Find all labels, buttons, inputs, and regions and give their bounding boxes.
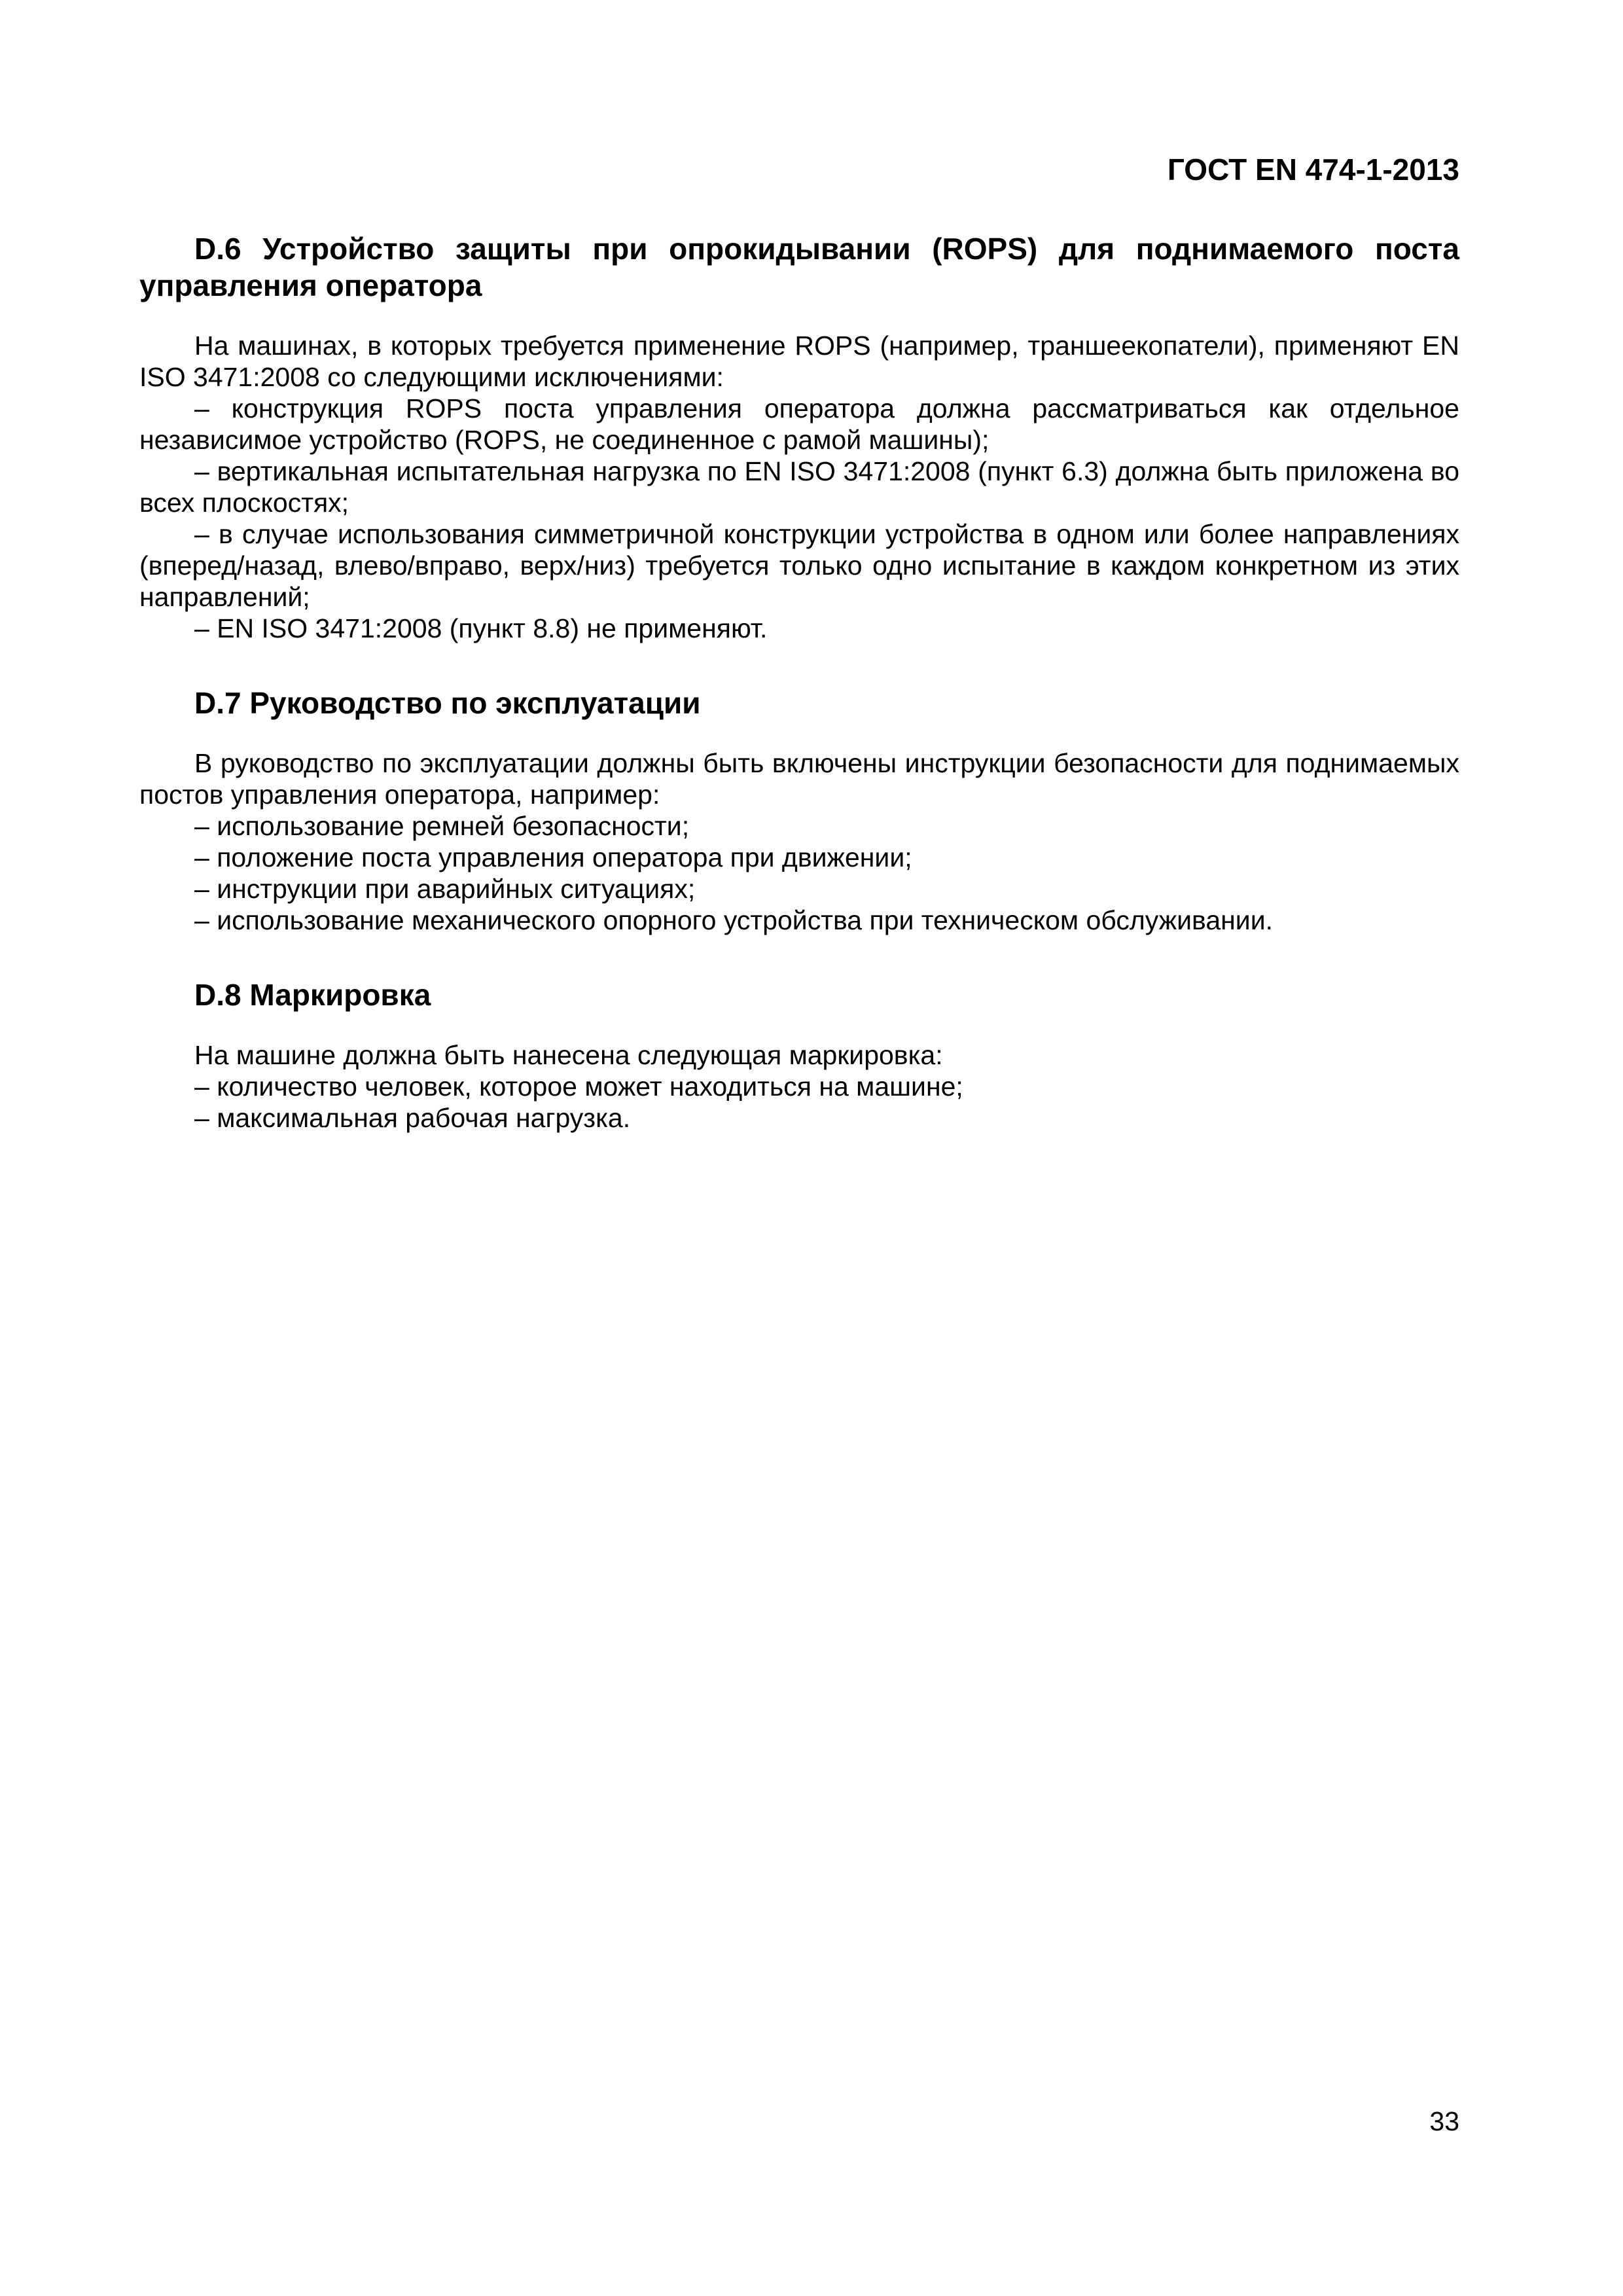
document-code: ГОСТ EN 474-1-2013 xyxy=(1167,152,1459,187)
list-item: – EN ISO 3471:2008 (пункт 8.8) не применяют. xyxy=(194,613,768,643)
section-intro-d6: На машинах, в которых требуется применение ROPS (например, траншеекопатели), применяют EN ISO 3471:2008 со следующими исключениями: xyxy=(139,331,1459,392)
list-item: – положение поста управления оператора при движении; xyxy=(194,842,912,872)
list-item: – использование ремней безопасности; xyxy=(194,811,690,841)
section-d8 xyxy=(139,977,1459,1134)
list-item: – конструкция ROPS поста управления оператора должна рассматриваться как отдельное независимое устройство (ROPS, не соединенное с рамой машины); xyxy=(139,393,1459,455)
section-heading-d8: D.8 Маркировка xyxy=(194,978,431,1012)
section-heading-d6: D.6 Устройство защиты при опрокидывании (ROPS) для поднимаемого поста управления оператора xyxy=(139,232,1459,302)
list-item: – максимальная рабочая нагрузка. xyxy=(194,1103,631,1133)
section-d6 xyxy=(139,230,1459,644)
section-heading-d7: D.7 Руководство по эксплуатации xyxy=(194,686,701,720)
page-number: 33 xyxy=(1429,2106,1459,2136)
list-item: – вертикальная испытательная нагрузка по EN ISO 3471:2008 (пункт 6.3) должна быть приложена во всех плоскостях; xyxy=(139,456,1459,518)
marking-list xyxy=(139,1071,1459,1134)
instructions-list xyxy=(139,810,1459,936)
section-intro-d8: На машине должна быть нанесена следующая маркировка: xyxy=(194,1040,943,1070)
section-body-d7 xyxy=(139,747,1459,936)
page-content xyxy=(139,230,1459,1134)
section-body-d6 xyxy=(139,330,1459,644)
section-body-d8 xyxy=(139,1039,1459,1134)
list-item: – использование механического опорного устройства при техническом обслуживании. xyxy=(194,905,1273,935)
exceptions-list xyxy=(139,393,1459,644)
list-item: – количество человек, которое может находиться на машине; xyxy=(194,1071,963,1102)
list-item: – инструкции при аварийных ситуациях; xyxy=(194,874,696,904)
section-intro-d7: В руководство по эксплуатации должны быть включены инструкции безопасности для поднимаемых постов управления оператора, например: xyxy=(139,748,1459,810)
section-d7 xyxy=(139,685,1459,936)
list-item: – в случае использования симметричной конструкции устройства в одном или более направлениях (вперед/назад, влево/вправо, верх/низ) требуется только одно испытание в каждом конкретном из этих направлений; xyxy=(139,519,1459,612)
